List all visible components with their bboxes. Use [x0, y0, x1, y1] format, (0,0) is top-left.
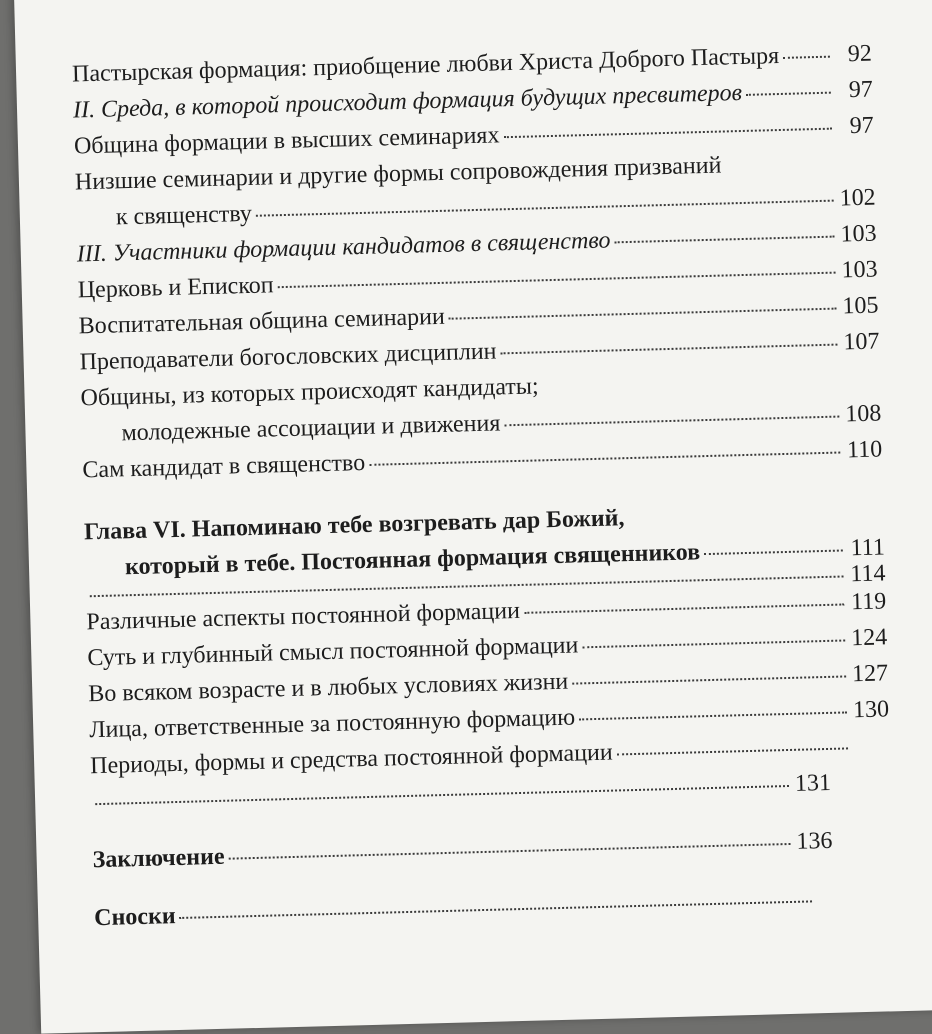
toc-entry-page: 105: [842, 292, 879, 320]
toc-entry-title-line1: Общины, из которых происходят кандидаты;: [80, 373, 539, 412]
dot-leader: [180, 900, 812, 919]
toc-entry-title: Пастырская формация: приобщение любви Христа Доброго Пастыря: [71, 42, 780, 88]
toc-entry-page: 103: [841, 256, 878, 284]
toc-entry-title: III. Участники формации кандидатов в священство: [76, 227, 611, 268]
toc-entry-page: 97: [849, 112, 875, 140]
toc-entry-page: 97: [848, 76, 874, 104]
toc-entry-title: Сноски: [93, 903, 177, 932]
dot-leader: [617, 747, 848, 755]
toc-entry-title: Различные аспекты постоянной формации: [86, 597, 521, 636]
toc-entry-page: 124: [850, 624, 888, 652]
toc-entry-page: 111: [850, 534, 886, 562]
toc-entry-title: Церковь и Епископ: [77, 272, 274, 304]
book-page: [14, 0, 932, 1034]
dot-leader: [504, 416, 839, 427]
toc-entry-page: 127: [851, 660, 889, 688]
dot-leader: [524, 603, 844, 613]
toc-entry-title: Сам кандидат в священство: [82, 449, 366, 484]
toc-entry-title: Во всяком возрасте и в любых условиях жизни: [88, 668, 569, 708]
toc-entry-title: Преподаватели богословских дисциплин: [79, 338, 497, 376]
dot-leader: [746, 92, 831, 96]
toc-entry-page: 119: [850, 588, 887, 616]
dot-leader: [579, 711, 847, 720]
toc-entry-title: Заключение: [92, 843, 225, 874]
dot-leader: [503, 128, 831, 139]
toc-entry-page: 110: [846, 436, 883, 464]
toc-entry-page: 114: [850, 560, 886, 588]
dot-leader: [783, 56, 830, 59]
toc-entry-page: 130: [852, 696, 890, 724]
toc-entry-title: II. Среда, в которой происходит формация будущих пресвитеров: [72, 79, 743, 124]
toc-entry-title-line1: Низшие семинарии и другие формы сопровождения призваний: [74, 152, 722, 196]
toc-entry-page: [852, 752, 890, 753]
toc-entry-title: Суть и глубинный смысл постоянной формации: [87, 632, 579, 672]
dot-leader: [449, 308, 837, 320]
chapter-title-line1: Глава VI. Напоминаю тебе возгревать дар Божий,: [83, 505, 625, 546]
toc-entry-page: 108: [844, 400, 882, 428]
toc-entry-page: 102: [839, 184, 876, 212]
toc-entry-page: 131: [794, 769, 832, 797]
toc-entry-title: Воспитательная община семинарии: [78, 303, 446, 340]
table-of-contents: [72, 36, 895, 937]
toc-entry-title: Община формации в высших семинариях: [73, 122, 500, 160]
chapter-title-line2: который в тебе. Постоянная формация священников: [124, 539, 701, 581]
toc-entry-title: Лица, ответственные за постоянную формацию: [88, 704, 576, 744]
dot-leader: [572, 675, 846, 684]
toc-entry-title-line2: молодежные ассоциации и движения: [121, 410, 501, 447]
dot-leader: [95, 785, 789, 805]
dot-leader: [278, 272, 836, 289]
toc-entry-title-line2: к священству: [115, 200, 253, 231]
toc-entry-page: 107: [843, 328, 880, 356]
toc-entry-page: 92: [847, 40, 873, 68]
toc-entry-page: 136: [796, 827, 833, 855]
dot-leader: [369, 452, 840, 466]
toc-entry-title: Периоды, формы и средства постоянной формации: [89, 739, 614, 780]
dot-leader: [582, 639, 845, 648]
dot-leader: [229, 843, 791, 860]
dot-leader: [704, 549, 843, 555]
dot-leader: [501, 344, 838, 355]
toc-entry-page: [816, 905, 854, 906]
toc-entry-page: 103: [840, 220, 877, 248]
dot-leader: [614, 236, 834, 244]
dot-leader: [256, 200, 834, 217]
